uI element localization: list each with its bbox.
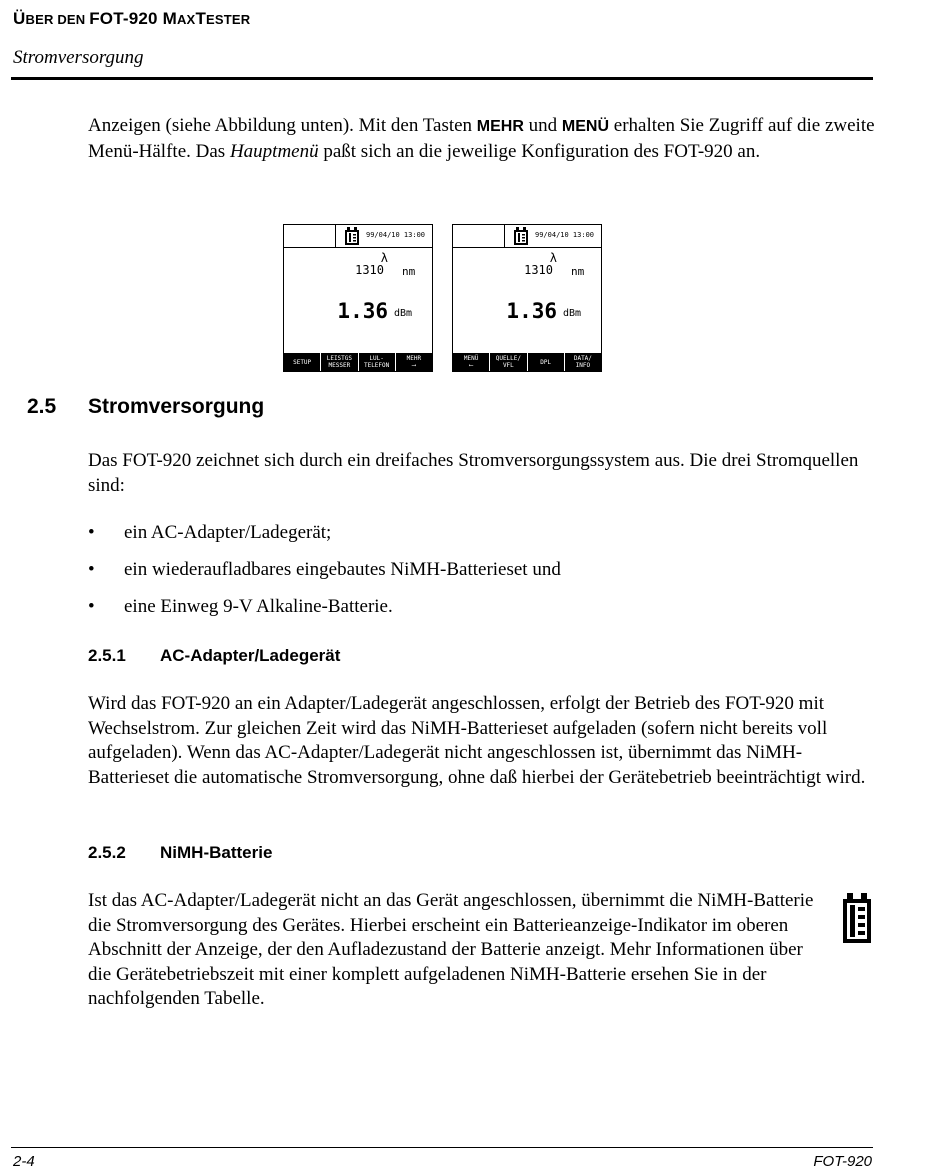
page-number: 2-4 bbox=[13, 1153, 35, 1170]
softkey-bar bbox=[284, 353, 432, 371]
list-item: ein AC-Adapter/Ladegerät; bbox=[124, 522, 332, 543]
intro-paragraph: Anzeigen (siehe Abbildung unten). Mit den Tasten MEHR und MENÜ erhalten Sie Zugriff auf die zweite Menü-Hälfte. Das Hauptmenü paßt sich an die jeweilige Konfiguration des FOT-920 an. bbox=[88, 115, 875, 162]
power-value: 1.36 bbox=[506, 299, 557, 323]
subsection-paragraph: Ist das AC-Adapter/Ladegerät nicht an das Gerät angeschlossen, übernimmt die NiMH-Batterie die Stromversorgung des Gerätes. Hierbei erscheint ein Batterieanzeige-Indikator im oberen Abschnitt der Anzeige, der den Aufladezustand der Batterie anzeigt. Mehr Informationen über die Gerätebetriebszeit mit einer komplett aufgeladenen NiMH-Batterie ersehen Sie in der nachfolgenden Tabelle. bbox=[88, 890, 814, 1009]
section-intro-paragraph: Das FOT-920 zeichnet sich durch ein dreifaches Stromversorgungssystem aus. Die drei Stromquellen sind: bbox=[88, 450, 859, 496]
wavelength-unit: nm bbox=[402, 265, 416, 278]
product-name: FOT-920 bbox=[813, 1153, 872, 1170]
screen-status-bar bbox=[453, 225, 601, 248]
header-rule bbox=[11, 77, 873, 80]
section-number: 2.5 bbox=[27, 395, 57, 418]
lambda-symbol: λ bbox=[549, 251, 557, 265]
wavelength-value: 1310 bbox=[524, 263, 553, 277]
footer-rule bbox=[11, 1147, 873, 1148]
lambda-symbol: λ bbox=[380, 251, 388, 265]
softkey-bar bbox=[453, 353, 601, 371]
softkey-dpl[interactable]: DPL bbox=[527, 353, 564, 371]
softkey-lul-telefon[interactable]: LUL- TELEFON bbox=[358, 353, 395, 371]
bullet-marker: • bbox=[88, 596, 95, 617]
section-title: Stromversorgung bbox=[88, 395, 265, 418]
power-unit: dBm bbox=[563, 308, 582, 319]
softkey-leistungsmesser[interactable]: LEISTGS MESSER bbox=[320, 353, 357, 371]
subsection-number: 2.5.1 bbox=[88, 646, 126, 665]
device-screen-main-menu-1 bbox=[283, 224, 433, 372]
power-value: 1.36 bbox=[337, 299, 388, 323]
screen-date: 99/04/10 13:00 bbox=[366, 231, 426, 239]
battery-icon bbox=[513, 227, 533, 245]
bullet-marker: • bbox=[88, 522, 95, 543]
power-unit: dBm bbox=[394, 308, 413, 319]
softkey-mehr[interactable]: MEHR ⟶ bbox=[395, 353, 432, 371]
subsection-title: AC-Adapter/Ladegerät bbox=[160, 646, 341, 665]
subsection-paragraph: Wird das FOT-920 an ein Adapter/Ladegerät angeschlossen, erfolgt der Betrieb des FOT-920 mit Wechselstrom. Zur gleichen Zeit wird das NiMH-Batterieset aufgeladen (sofern nicht bereits voll aufgeladen). Wenn das AC-Adapter/Ladegerät nicht angeschlossen ist, übernimmt das NiMH-Batterieset die automatische Stromversorgung, ohne daß hierbei der Gerätebetrieb beeinträchtigt wird. bbox=[88, 693, 866, 788]
key-mehr: MEHR bbox=[476, 118, 524, 135]
softkey-menue[interactable]: MENÜ ⟵ bbox=[463, 355, 479, 369]
subsection-title: NiMH-Batterie bbox=[160, 843, 273, 862]
subsection-number: 2.5.2 bbox=[88, 843, 126, 862]
softkey-quelle-vfl[interactable]: QUELLE/ VFL bbox=[489, 353, 526, 371]
screen-status-bar bbox=[284, 225, 432, 248]
softkey-data-info[interactable]: DATA/ INFO bbox=[564, 353, 601, 371]
list-item: ein wiederaufladbares eingebautes NiMH-Batterieset und bbox=[124, 559, 561, 580]
bullet-marker: • bbox=[88, 559, 95, 580]
wavelength-value: 1310 bbox=[355, 263, 384, 277]
running-header: ÜBER DEN FOT-920 MAXTESTER bbox=[13, 9, 251, 28]
wavelength-unit: nm bbox=[571, 265, 585, 278]
softkey-setup[interactable]: SETUP bbox=[293, 358, 312, 366]
screen-date: 99/04/10 13:00 bbox=[535, 231, 595, 239]
running-subheader: Stromversorgung bbox=[13, 47, 144, 68]
device-screen-main-menu-2 bbox=[452, 224, 602, 372]
battery-icon bbox=[842, 893, 872, 943]
battery-icon bbox=[344, 227, 364, 245]
list-item: eine Einweg 9-V Alkaline-Batterie. bbox=[124, 596, 393, 617]
key-menue: MENÜ bbox=[561, 118, 610, 135]
